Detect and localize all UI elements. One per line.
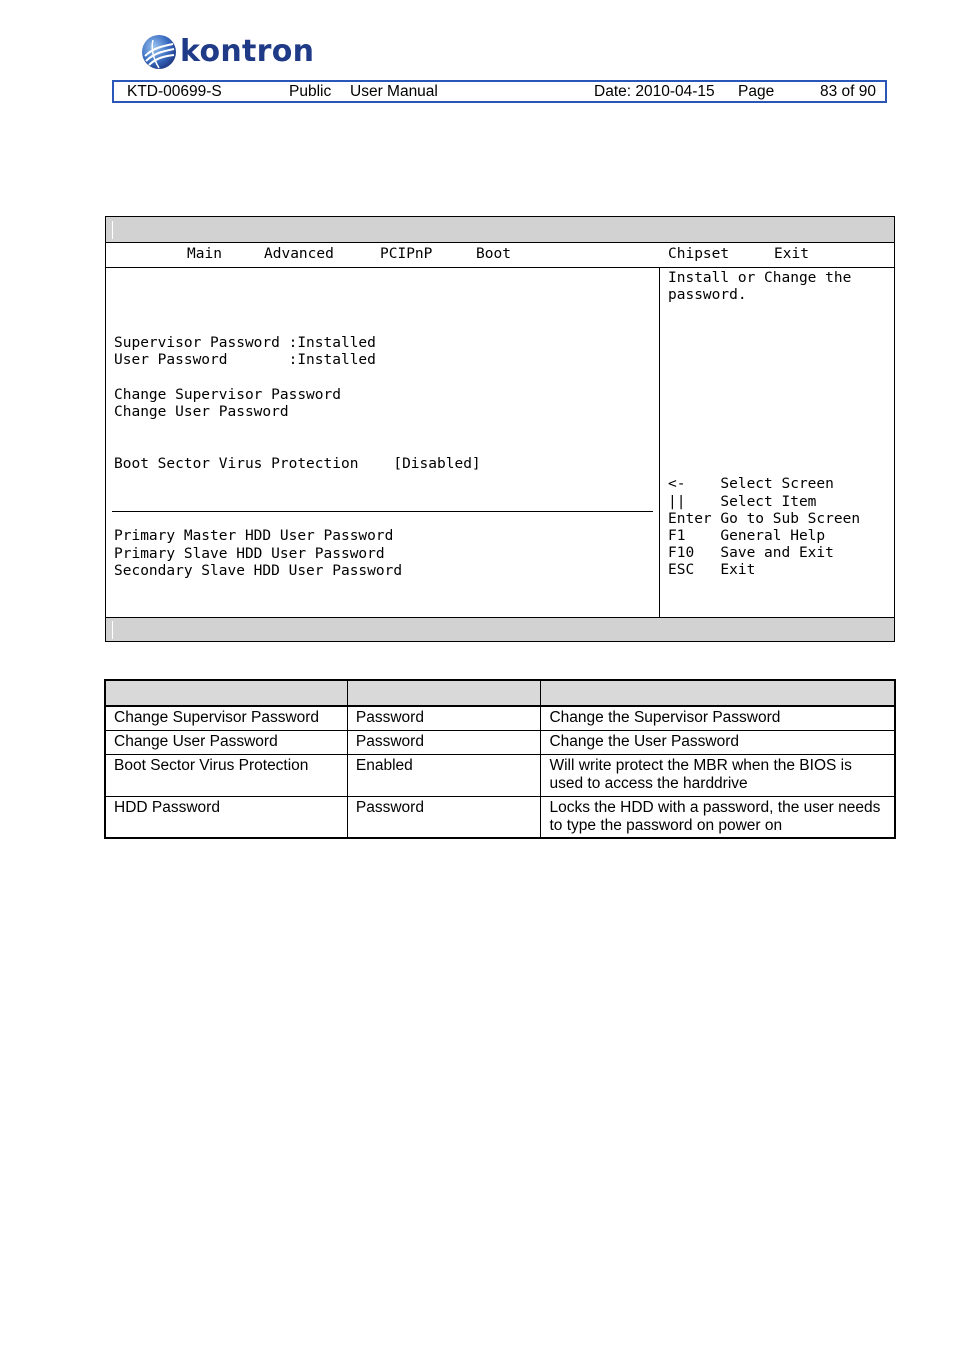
bios-screen <box>105 216 895 642</box>
page-number: 83 of 90 <box>820 83 877 100</box>
bios-menu-bar <box>106 243 894 268</box>
document-header <box>112 80 887 103</box>
hdd-password-primary-slave[interactable]: Primary Slave HDD User Password <box>114 546 385 562</box>
table-cell-option: HDD Password <box>105 796 347 838</box>
menu-pcipnp[interactable]: PCIPnP <box>380 246 433 262</box>
user-password-status: User Password :Installed <box>114 352 376 368</box>
table-cell-description: Change the User Password <box>541 730 895 754</box>
key-hint-exit: ESC Exit <box>668 562 756 578</box>
key-hint-select-item: || Select Item <box>668 494 817 510</box>
options-table <box>104 679 896 839</box>
table-row <box>105 730 895 754</box>
table-cell-description: Will write protect the MBR when the BIOS is used to access the harddrive <box>541 754 895 796</box>
table-cell-value: Password <box>347 730 541 754</box>
key-hint-sub-screen: Enter Go to Sub Screen <box>668 511 861 527</box>
hdd-password-primary-master[interactable]: Primary Master HDD User Password <box>114 528 394 544</box>
doc-id: KTD-00699-S <box>127 83 222 100</box>
table-cell-description: Locks the HDD with a password, the user needs to type the password on power on <box>541 796 895 838</box>
bios-status-bar <box>106 617 894 641</box>
table-cell-option: Change Supervisor Password <box>105 706 347 730</box>
table-header-cell <box>541 680 895 706</box>
menu-advanced[interactable]: Advanced <box>264 246 334 262</box>
change-user-password[interactable]: Change User Password <box>114 404 289 420</box>
table-row <box>105 754 895 796</box>
help-text-line1: Install or Change the <box>668 270 852 286</box>
menu-exit[interactable]: Exit <box>774 246 809 262</box>
table-cell-option: Boot Sector Virus Protection <box>105 754 347 796</box>
table-cell-description: Change the Supervisor Password <box>541 706 895 730</box>
table-row <box>105 706 895 730</box>
globe-logo-icon <box>141 34 177 70</box>
key-hint-select-screen: <- Select Screen <box>668 476 834 492</box>
menu-chipset[interactable]: Chipset <box>668 246 730 262</box>
change-supervisor-password[interactable]: Change Supervisor Password <box>114 387 341 403</box>
settings-divider <box>112 511 653 512</box>
table-header-row <box>105 680 895 706</box>
table-header-cell <box>105 680 347 706</box>
table-cell-value: Password <box>347 706 541 730</box>
supervisor-password-status: Supervisor Password :Installed <box>114 335 376 351</box>
menu-boot[interactable]: Boot <box>476 246 511 262</box>
bios-title-bar <box>106 217 894 243</box>
help-panel-divider <box>659 268 660 618</box>
table-cell-value: Enabled <box>347 754 541 796</box>
menu-main[interactable]: Main <box>187 246 222 262</box>
doc-classification: Public <box>289 83 332 100</box>
doc-date: Date: 2010-04-15 <box>594 83 715 100</box>
table-header-cell <box>347 680 541 706</box>
table-row <box>105 796 895 838</box>
table-cell-value: Password <box>347 796 541 838</box>
table-cell-option: Change User Password <box>105 730 347 754</box>
doc-type: User Manual <box>350 83 438 100</box>
logo-text: kontron <box>180 34 315 69</box>
page-label: Page <box>738 83 775 100</box>
kontron-logo <box>141 33 314 71</box>
key-hint-general-help: F1 General Help <box>668 528 826 544</box>
hdd-password-secondary-slave[interactable]: Secondary Slave HDD User Password <box>114 563 403 579</box>
boot-sector-virus-protection[interactable]: Boot Sector Virus Protection [Disabled] <box>114 456 481 472</box>
key-hint-save-exit: F10 Save and Exit <box>668 545 834 561</box>
help-text-line2: password. <box>668 287 747 303</box>
